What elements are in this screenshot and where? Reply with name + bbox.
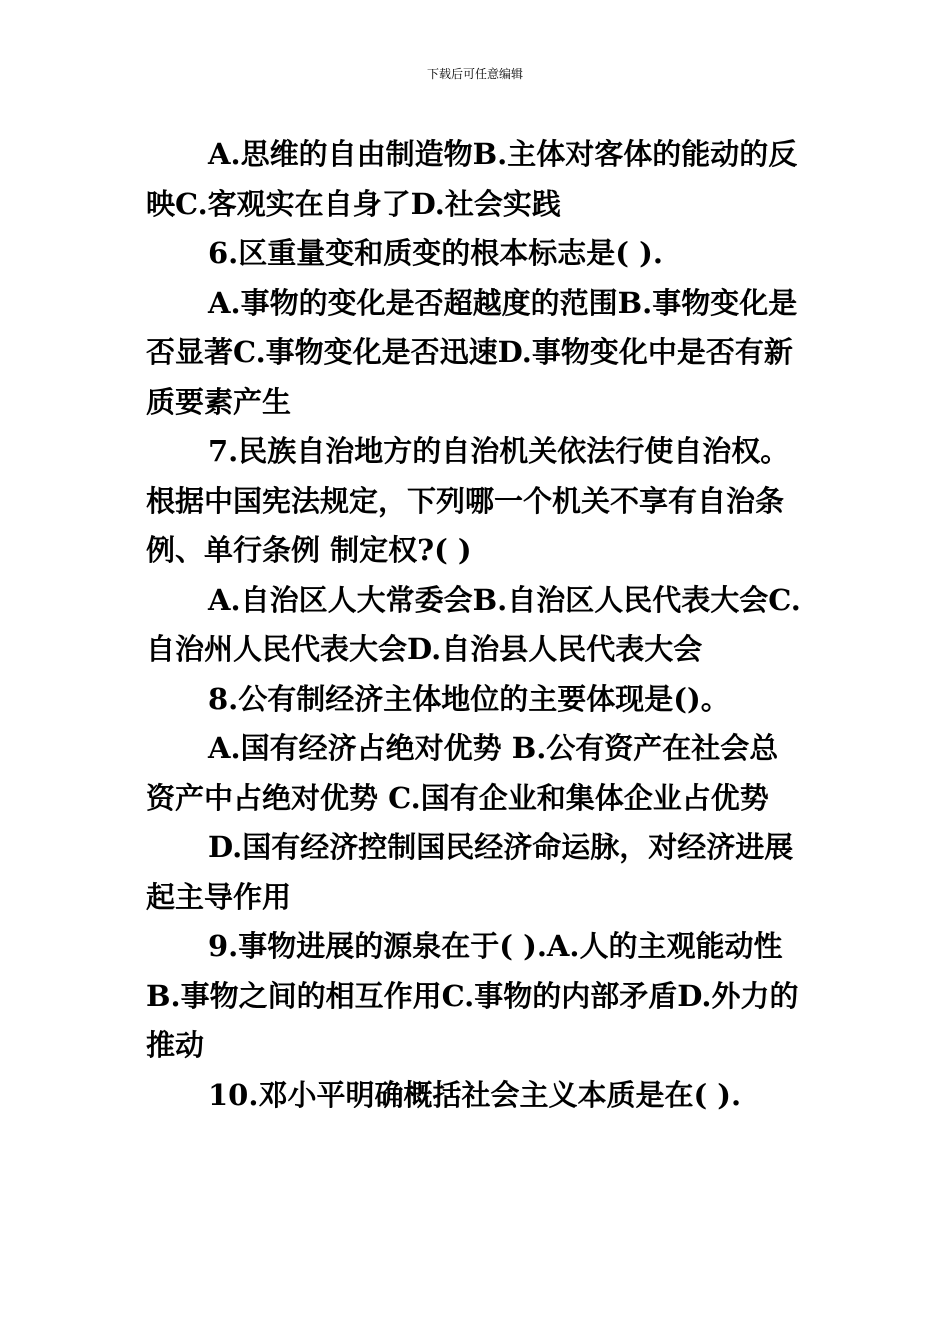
paragraph-q7-options: A.自治区人大常委会B.自治区人民代表大会C.自治州人民代表大会D.自治县人民代表大会 bbox=[146, 582, 801, 666]
paragraph-q7: 7.民族自治地方的自治机关依法行使自治权。根据中国宪法规定，下列哪一个机关不享有自治条例、单行条例 制定权?( ) bbox=[146, 434, 790, 567]
paragraph-q5-options: A.思维的自由制造物B.主体对客体的能动的反映C.客观实在自身了D.社会实践 bbox=[146, 137, 798, 221]
document-body bbox=[146, 130, 806, 1120]
paragraph-q6: 6.区重量变和质变的根本标志是( ). bbox=[208, 236, 663, 270]
paragraph-q6-options: A.事物的变化是否超越度的范围B.事物变化是否显著C.事物变化是否迅速D.事物变化中是否有新质要素产生 bbox=[146, 285, 798, 419]
paragraph-q8-options: A.国有经济占绝对优势 B.公有资产在社会总资产中占绝对优势 C.国有企业和集体企业占优势 bbox=[146, 731, 779, 815]
paragraph-q9: 9.事物进展的源泉在于( ).A.人的主观能动性B.事物之间的相互作用C.事物的内部矛盾D.外力的推动 bbox=[146, 929, 799, 1062]
page-header: 下载后可任意编辑 bbox=[426, 67, 523, 81]
paragraph-q8: 8.公有制经济主体地位的主要体现是()。 bbox=[208, 681, 730, 716]
paragraph-q10: 10.邓小平明确概括社会主义本质是在( ). bbox=[208, 1077, 742, 1112]
paragraph-q8-option-d: D.国有经济控制国民经济命运脉，对经济进展起主导作用 bbox=[146, 830, 794, 914]
